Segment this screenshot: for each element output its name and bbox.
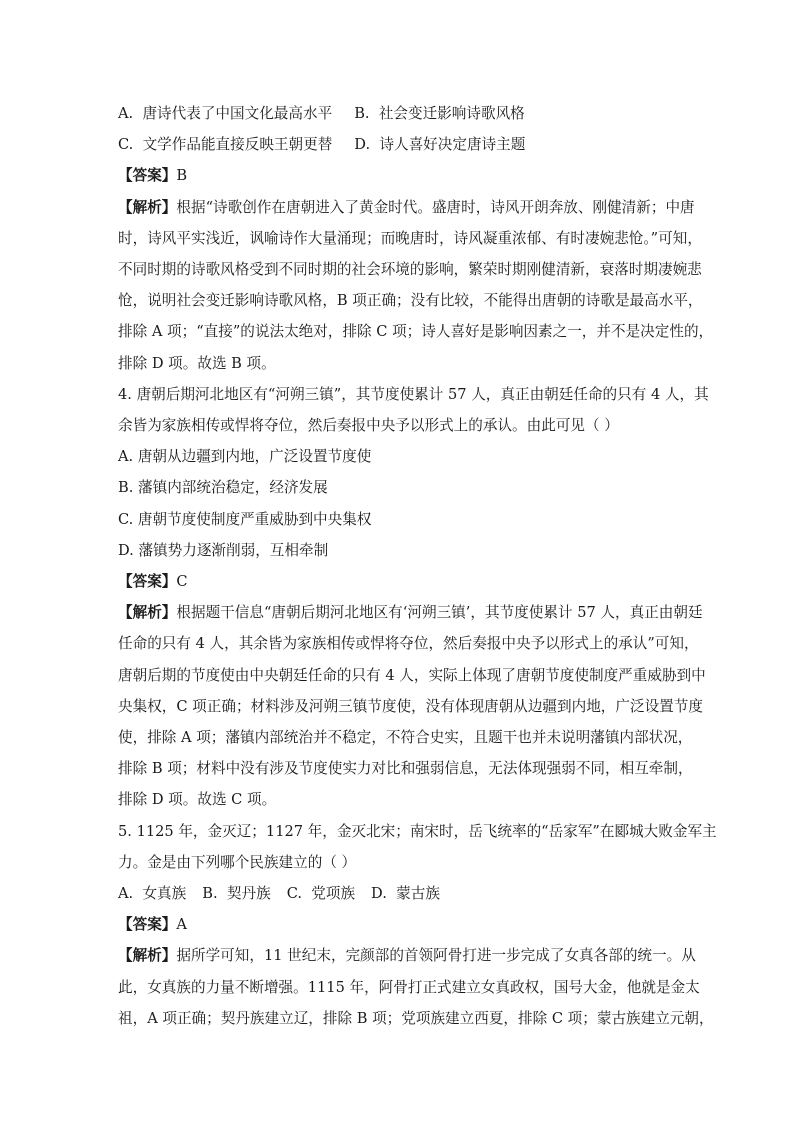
q5-option-a: A. 女真族 [118,885,187,903]
answer-tag: 【答案】 [118,167,177,185]
analysis-line: 时，诗风平实浅近，讽喻诗作大量涌现；而晚唐时，诗风凝重浓郁、有时凄婉悲怆。”可知， [118,229,702,247]
analysis-line: 不同时期的诗歌风格受到不同时期的社会环境的影响，繁荣时期刚健清新，衰落时期凄婉悲 [118,261,702,279]
answer-value: C [176,573,188,591]
q5-options-row [118,878,684,909]
analysis-line: 【解析】据所学可知，11 世纪末，完颜部的首领阿骨打进一步完成了女真各部的统一。从 [118,947,696,965]
q3-option-d: D. 诗人喜好决定唐诗主题 [354,136,526,154]
analysis-line: 祖，A 项正确；契丹族建立辽，排除 B 项；党项族建立西夏，排除 C 项；蒙古族建立元朝， [118,1009,714,1027]
stem-line: 4. 唐朝后期河北地区有“河朔三镇”，其节度使累计 57 人，真正由朝廷任命的只有 4 人，其 [118,385,709,403]
answer-tag: 【答案】 [118,916,177,934]
q4-answer [118,566,684,597]
q3-option-a: A. 唐诗代表了中国文化最高水平 [118,105,333,122]
answer-value: B [176,167,188,185]
stem-line: 余皆为家族相传或悍将夺位，然后奏报中央予以形式上的承认。由此可见（ ） [118,417,619,435]
analysis-line: 排除 D 项。故选 B 项。 [118,354,276,372]
analysis-line: 使，排除 A 项；藩镇内部统治并不稳定，不符合史实，且题干也并未说明藩镇内部状况， [118,729,693,747]
analysis-tag: 【解析】 [118,198,177,216]
answer-tag: 【答案】 [118,573,177,591]
analysis-line: 排除 D 项。故选 C 项。 [118,791,277,809]
analysis-line: 【解析】根据题干信息“唐朝后期河北地区有‘河朔三镇’，其节度使累计 57 人，真正由朝廷 [118,604,703,622]
analysis-tag: 【解析】 [118,947,177,965]
analysis-line: 任命的只有 4 人，其余皆为家族相传或悍将夺位，然后奏报中央予以形式上的承认”可知， [118,635,699,653]
answer-value: A [176,916,187,934]
q4-option-c: C. 唐朝节度使制度严重威胁到中央集权 [118,510,372,528]
q4-stem [118,379,709,441]
q3-analysis [118,192,714,379]
q4-option-a: A. 唐朝从边疆到内地，广泛设置节度使 [118,448,372,466]
exam-page [118,98,717,1034]
q3-option-b: B. 社会变迁影响诗歌风格 [354,105,525,122]
q5-analysis [118,940,714,1034]
analysis-line: 央集权，C 项正确；材料涉及河朔三镇节度使，没有体现唐朝从边疆到内地，广泛设置节度 [118,697,703,715]
analysis-line: 怆，说明社会变迁影响诗歌风格，B 项正确；没有比较，不能得出唐朝的诗歌是最高水平， [118,292,703,310]
analysis-tag: 【解析】 [118,604,177,622]
stem-line: 力。金是由下列哪个民族建立的（ ） [118,853,357,871]
q5-option-d: D. 蒙古族 [371,885,440,903]
analysis-line: 排除 A 项；“直接”的说法太绝对，排除 C 项；诗人喜好是影响因素之一，并不是决定性的， [118,323,714,341]
stem-line: 5. 1125 年，金灭辽；1127 年，金灭北宋；南宋时，岳飞统率的“岳家军”在郾城大败金军主 [118,822,717,840]
analysis-line: 此，女真族的力量不断增强。1115 年，阿骨打正式建立女真政权，国号大金，他就是金太 [118,978,700,996]
q4-option-d: D. 藩镇势力逐渐削弱，互相牵制 [118,541,329,559]
q3-options-row-1 [118,98,684,129]
q3-answer [118,160,684,191]
q3-option-c: C. 文学作品能直接反映王朝更替 [118,136,333,154]
q3-options-row-2 [118,129,684,160]
analysis-line: 唐朝后期的节度使由中央朝廷任命的只有 4 人，实际上体现了唐朝节度使制度严重威胁到中 [118,666,706,684]
q5-answer [118,909,684,940]
q5-stem [118,816,717,878]
q5-option-b: B. 契丹族 [202,885,271,903]
q4-option-b: B. 藩镇内部统治稳定，经济发展 [118,479,328,497]
q4-analysis [118,597,706,815]
analysis-line: 排除 B 项；材料中没有涉及节度使实力对比和强弱信息，无法体现强弱不同，相互牵制， [118,760,693,778]
q5-option-c: C. 党项族 [286,885,356,903]
analysis-line: 【解析】根据“诗歌创作在唐朝进入了黄金时代。盛唐时，诗风开朗奔放、刚健清新；中唐 [118,198,695,216]
